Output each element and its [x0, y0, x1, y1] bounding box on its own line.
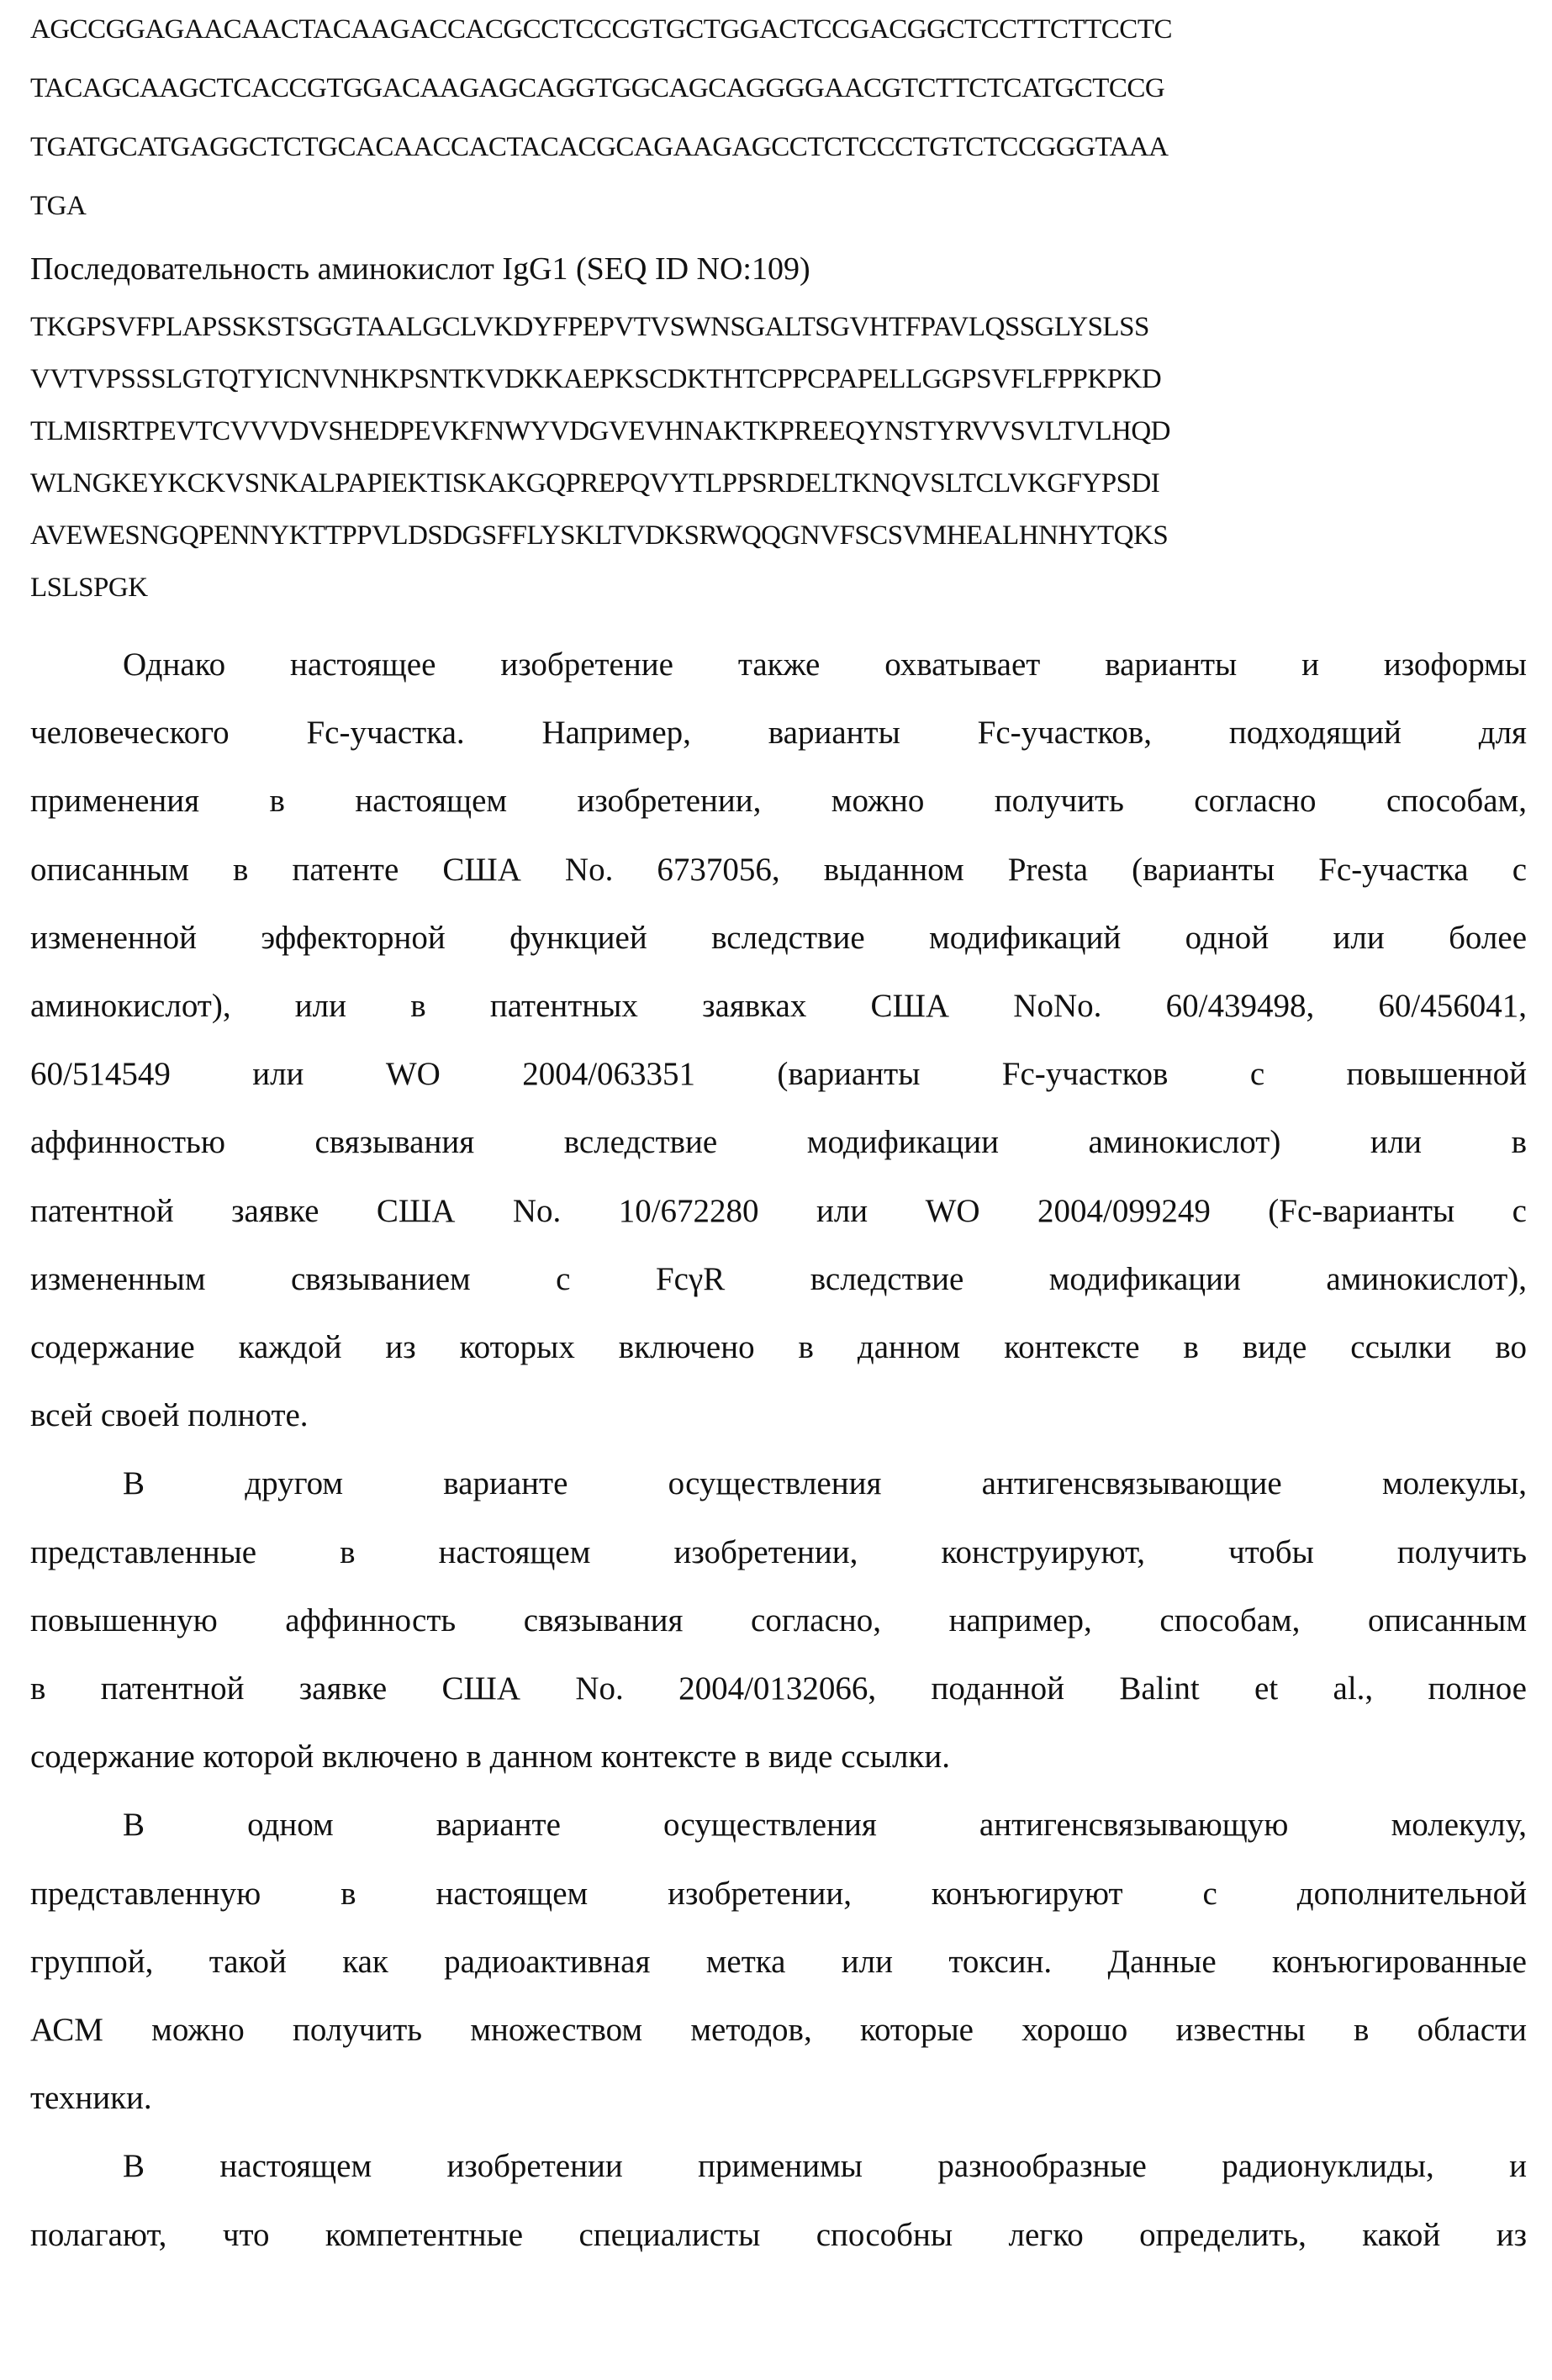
amino-acid-sequence-heading: Последовательность аминокислот IgG1 (SEQ ID NO:109)	[30, 237, 1527, 301]
paragraph-line: применения в настоящем изобретении, можно получить согласно способам,	[30, 767, 1527, 835]
paragraph-line: патентной заявке США No. 10/672280 или WO 2004/099249 (Fc-варианты с	[30, 1177, 1527, 1245]
dna-sequence-line: TACAGCAAGCTCACCGTGGACAAGAGCAGGTGGCAGCAGGGGAACGTCTTCTCATGCTCCG	[30, 59, 1527, 118]
amino-acid-line: TLMISRTPEVTCVVVDVSHEDPEVKFNWYVDGVEVHNAKTKPREEQYNSTYRVVSVLTVLHQD	[30, 405, 1527, 457]
paragraph-line: измененным связыванием с FcγR вследствие модификации аминокислот),	[30, 1245, 1527, 1313]
paragraph-line: В другом варианте осуществления антигенсвязывающие молекулы,	[30, 1449, 1527, 1517]
paragraph-line: представленную в настоящем изобретении, конъюгируют с дополнительной	[30, 1860, 1527, 1928]
paragraph	[30, 2132, 1527, 2268]
paragraph-line: аффинностью связывания вследствие модификации аминокислот) или в	[30, 1108, 1527, 1176]
paragraph-line: содержание каждой из которых включено в данном контексте в виде ссылки во	[30, 1313, 1527, 1381]
paragraph-line: группой, такой как радиоактивная метка или токсин. Данные конъюгированные	[30, 1928, 1527, 1996]
paragraph-line: представленные в настоящем изобретении, конструируют, чтобы получить	[30, 1518, 1527, 1586]
paragraph-line: измененной эффекторной функцией вследствие модификаций одной или более	[30, 904, 1527, 972]
paragraph-line: в патентной заявке США No. 2004/0132066, поданной Balint et al., полное	[30, 1654, 1527, 1723]
amino-acid-line: VVTVPSSSLGTQTYICNVNHKPSNTKVDKKAEPKSCDKTHTCPPCPAPELLGGPSVFLFPPKPKD	[30, 353, 1527, 405]
paragraph-line: человеческого Fc-участка. Например, варианты Fc-участков, подходящий для	[30, 699, 1527, 767]
paragraph-line: содержание которой включено в данном контексте в виде ссылки.	[30, 1723, 1527, 1791]
dna-sequence-line: TGA	[30, 177, 1527, 235]
paragraph-line: техники.	[30, 2064, 1527, 2132]
dna-sequence	[30, 0, 1527, 235]
dna-sequence-line: TGATGCATGAGGCTCTGCACAACCACTACACGCAGAAGAGCCTCTCCCTGTCTCCGGGTAAA	[30, 118, 1527, 177]
document-page	[30, 0, 1527, 2269]
body-text	[30, 631, 1527, 2269]
paragraph-line: всей своей полноте.	[30, 1381, 1527, 1449]
paragraph-line: полагают, что компетентные специалисты способны легко определить, какой из	[30, 2201, 1527, 2269]
paragraph-line: описанным в патенте США No. 6737056, выданном Presta (варианты Fc-участка с	[30, 836, 1527, 904]
paragraph-line: В одном варианте осуществления антигенсвязывающую молекулу,	[30, 1791, 1527, 1859]
amino-acid-line: TKGPSVFPLAPSSKSTSGGTAALGCLVKDYFPEPVTVSWNSGALTSGVHTFPAVLQSSGLYSLSS	[30, 301, 1527, 353]
paragraph-line: аминокислот), или в патентных заявках США NoNo. 60/439498, 60/456041,	[30, 972, 1527, 1040]
paragraph-line: АСМ можно получить множеством методов, которые хорошо известны в области	[30, 1996, 1527, 2064]
amino-acid-line: LSLSPGK	[30, 562, 1527, 614]
amino-acid-line: WLNGKEYKCKVSNKALPAPIEKTISKAKGQPREPQVYTLPPSRDELTKNQVSLTCLVKGFYPSDI	[30, 457, 1527, 509]
paragraph-line: повышенную аффинность связывания согласно, например, способам, описанным	[30, 1586, 1527, 1654]
dna-sequence-line: AGCCGGAGAACAACTACAAGACCACGCCTCCCGTGCTGGACTCCGACGGCTCCTTCTTCCTC	[30, 0, 1527, 59]
amino-acid-line: AVEWESNGQPENNYKTTPPVLDSDGSFFLYSKLTVDKSRWQQGNVFSCSVMHEALHNHYTQKS	[30, 509, 1527, 562]
paragraph	[30, 1791, 1527, 2132]
amino-acid-sequence	[30, 301, 1527, 614]
paragraph	[30, 631, 1527, 1449]
paragraph	[30, 1449, 1527, 1791]
paragraph-line: 60/514549 или WO 2004/063351 (варианты Fc-участков с повышенной	[30, 1040, 1527, 1108]
paragraph-line: В настоящем изобретении применимы разнообразные радионуклиды, и	[30, 2132, 1527, 2200]
paragraph-line: Однако настоящее изобретение также охватывает варианты и изоформы	[30, 631, 1527, 699]
